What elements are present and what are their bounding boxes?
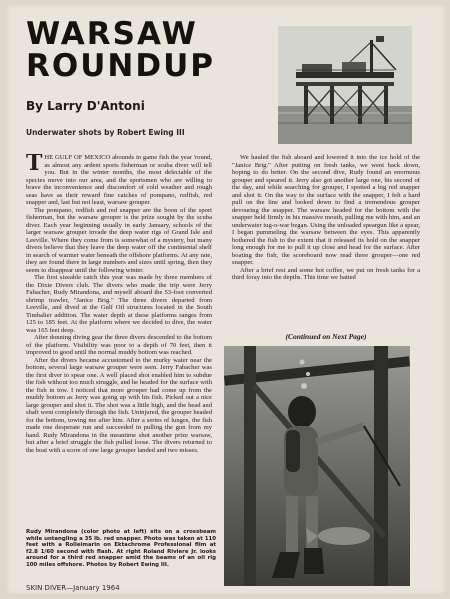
paragraph: THE GULF OF MEXICO abounds in game fish the year 'round, as almost any ardent sports fisherman or scuba diver will tell you. But in the winter months, the most delectable of the species move into our area, and the sportsmen who are willing to brave the inconvenience and discomfort of cold weather and rough seas have as their reward fine catches of pompano, redfish, red snapper and, last but not least, warsaw grouper. xyxy=(26,154,212,206)
paragraph: After donning diving gear the three divers descended to the bottom of the platform. Visibility was poor to a depth of 70 feet, then it improved to good until the normal muddy bottom was reached. xyxy=(26,334,212,356)
photo-caption: Rudy Mirandona (color photo at left) sits on a crossbeam while untangling a 35 lb. red snapper. Photo was taken at 110 feet with a Rolleimarin on Ektachrome Professional film at f2.8 1/60 second with flash. At right Roland Riviere Jr. looks around for a third red snapper amid the beams of an oil rig 100 miles offshore. Photos by Robert Ewing III. xyxy=(26,529,216,568)
paragraph: The pompano, redfish and red snapper are the boon of the sport fisherman, but the warsaw grouper is the prize sought by the scuba diver. Each year beginning usually in early January, schools of the larger warsaw grouper invade the deep water rigs of Grand Isle and Leeville. Where they come from is somewhat of a mystery, but many divers believe that they leave the deep water off the continental shelf in search of warmer water beneath the offshore platforms. At any rate, they are found there in large numbers and sizes until spring, then they seem to disappear until the following winter. xyxy=(26,206,212,274)
photo-credit: Underwater shots by Robert Ewing III xyxy=(26,128,185,137)
article-headline xyxy=(26,18,276,82)
paragraph: The first sizeable catch this year was made by three members of the Dixie Divers club. The divers who made the trip were Jerry Fabacher, Rudy Mirandona, and myself aboard the 53-foot converted shrimp trawler, "Janice Brig." The three divers departed from Leeville, and dived at the Gulf Oil structures located in the South Timbalier addition. The water depth at these platforms ranges from 125 to 185 feet. At the platform where we decided to dive, the water was 165 feet deep. xyxy=(26,274,212,334)
drop-cap: T xyxy=(26,154,43,176)
oil-rig-photo xyxy=(278,26,412,144)
paragraph: After a brief rest and some hot coffee, we put on fresh tanks for a third foray into the depths. This time we batted xyxy=(232,266,420,281)
paragraph: After the divers became accustomed to the murky water near the bottom, several large warsaw grouper were seen. Jerry Fabacher was the first diver to spear one. A well placed shot enabled him to subdue the fish without too much struggle, and he headed for the surface with the fish in tow. I noticed that more grouper had come up from the muddy bottom as Jerry was going up with his fish. Picked out a nice large grouper and shot it. The shot was a little high, and the head and shaft went completely through the fish. Uninjured, the grouper headed for the bottom, towing me after him. After a series of lunges, the fish made one desperate run and succeeded in pulling the gun from my hand. Rudy Mirandona in the meantime shot another prize warsaw, but after a brief struggle the fish pulled loose. The divers returned to the boat with a score of one large grouper landed and two misses. xyxy=(26,356,212,454)
diver-photo xyxy=(224,346,410,586)
headline-line-2: ROUNDUP xyxy=(26,48,215,84)
byline: By Larry D'Antoni xyxy=(26,99,145,113)
magazine-page xyxy=(6,4,446,595)
article-column-2 xyxy=(232,154,420,326)
headline-line-1: WARSAW xyxy=(26,16,198,52)
continued-notice: (Continued on Next Page) xyxy=(285,332,367,341)
page-footer: SKIN DIVER—January 1964 xyxy=(26,584,120,592)
paragraph: We hauled the fish aboard and lowered it into the ice hold of the "Janice Brig." After putting on fresh tanks, we went back down, hoping to do better. On the second dive, Rudy found an enormous grouper and speared it. Jerry also got another large one, his second of the day, and while searching for grouper, I spotted a big red snapper and shot it. On the way to the surface with the snapper, I felt a hard pull on the line and looked down to find a tremendous grouper devouring the snapper. The warsaw headed for the bottom with the snapper held firmly in his massive mouth, pulling me with him, and an underwater tug-o-war began. Using the unloaded speargun like a spear, I began pummeling the warsaw between the eyes. This apparently bothered the fish to the extent that it released its hold on the snapper long enough for me to pull it up close and head for the surface. After boating the fish, the scoreboard now read three grouper—one red snapper. xyxy=(232,154,420,266)
article-column-1 xyxy=(26,154,212,524)
